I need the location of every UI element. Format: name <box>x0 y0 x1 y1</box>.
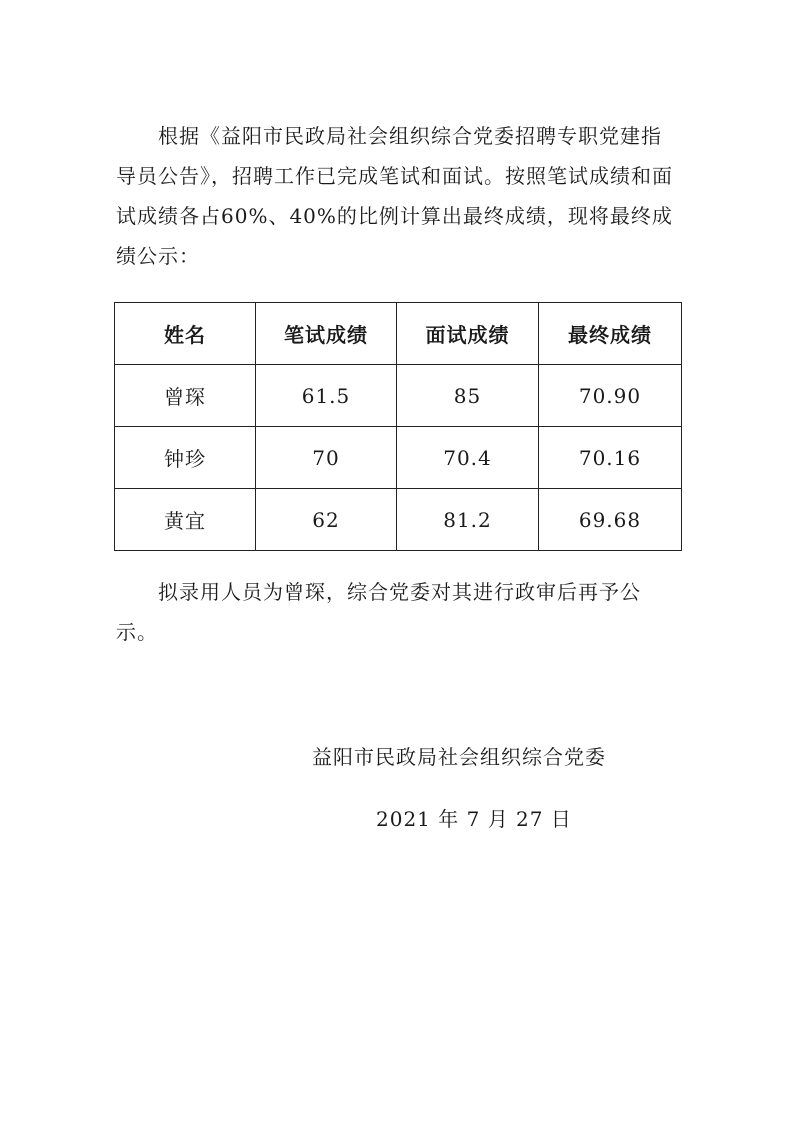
header-name: 姓名 <box>115 303 256 365</box>
cell-final-score: 70.16 <box>539 427 682 489</box>
outro-paragraph: 拟录用人员为曾琛，综合党委对其进行政审后再予公示。 <box>116 580 641 644</box>
cell-name: 曾琛 <box>115 365 256 427</box>
cell-interview-score: 70.4 <box>397 427 539 489</box>
cell-final-score: 70.90 <box>539 365 682 427</box>
header-final-score: 最终成绩 <box>539 303 682 365</box>
cell-interview-score: 85 <box>397 365 539 427</box>
cell-name: 黄宜 <box>115 489 256 551</box>
cell-name: 钟珍 <box>115 427 256 489</box>
intro-paragraph: 根据《益阳市民政局社会组织综合党委招聘专职党建指导员公告》，招聘工作已完成笔试和面试。按照笔试成绩和面试成绩各占60%、40%的比例计算出最终成绩，现将最终成绩公示： <box>116 124 673 268</box>
scores-table <box>114 302 682 551</box>
table-row <box>115 427 682 489</box>
table-row <box>115 365 682 427</box>
header-interview-score: 面试成绩 <box>397 303 539 365</box>
signature-organization: 益阳市民政局社会组织综合党委 <box>312 745 606 769</box>
cell-written-score: 62 <box>256 489 397 551</box>
signature-date: 2021 年 7 月 27 日 <box>376 807 572 831</box>
cell-written-score: 70 <box>256 427 397 489</box>
table-row <box>115 489 682 551</box>
cell-interview-score: 81.2 <box>397 489 539 551</box>
cell-final-score: 69.68 <box>539 489 682 551</box>
header-written-score: 笔试成绩 <box>256 303 397 365</box>
cell-written-score: 61.5 <box>256 365 397 427</box>
table-header-row <box>115 303 682 365</box>
